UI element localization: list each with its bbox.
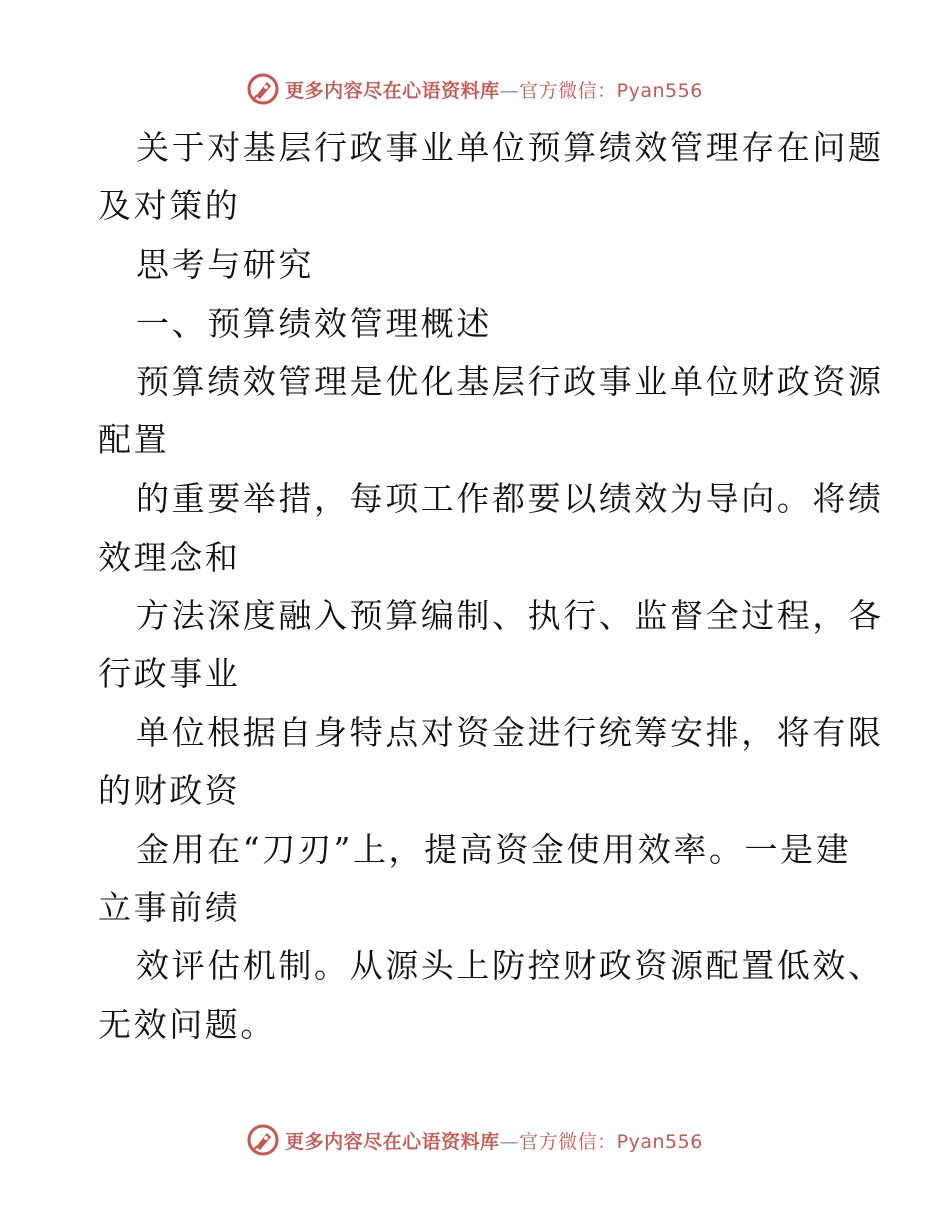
watermark-contact-text: 官方微信：Pyan556 bbox=[519, 1130, 703, 1153]
paragraph-line: 效理念和 bbox=[98, 538, 241, 577]
header-watermark bbox=[0, 72, 950, 106]
pen-nib-logo-icon bbox=[247, 73, 279, 105]
doc-title-line-3: 思考与研究 bbox=[136, 245, 314, 284]
paragraph-line: 单位根据自身特点对资金进行统筹安排，将有限 bbox=[136, 713, 884, 752]
paragraph-line: 效评估机制。从源头上防控财政资源配置低效、 bbox=[136, 946, 884, 985]
pen-nib-logo-icon bbox=[247, 1124, 279, 1156]
doc-title-line-1: 关于对基层行政事业单位预算绩效管理存在问题 bbox=[136, 128, 884, 167]
paragraph-line: 立事前绩 bbox=[98, 888, 241, 927]
paragraph-line: 的重要举措，每项工作都要以绩效为导向。将绩 bbox=[136, 479, 884, 518]
footer-watermark bbox=[0, 1123, 950, 1157]
doc-title-line-2: 及对策的 bbox=[98, 186, 241, 225]
paragraph-line: 预算绩效管理是优化基层行政事业单位财政资源 bbox=[136, 362, 884, 401]
watermark-site-text: 更多内容尽在心语资料库 bbox=[285, 1130, 500, 1153]
watermark-separator: — bbox=[499, 79, 520, 102]
section-heading: 一、预算绩效管理概述 bbox=[136, 304, 492, 343]
paragraph-line: 金用在“刀刃”上，提高资金使用效率。一是建 bbox=[136, 830, 852, 869]
paragraph-line: 无效问题。 bbox=[98, 1005, 276, 1044]
paragraph-line: 的财政资 bbox=[98, 771, 241, 810]
watermark-separator: — bbox=[499, 1130, 520, 1153]
watermark-site-text: 更多内容尽在心语资料库 bbox=[285, 79, 500, 102]
watermark-contact-text: 官方微信：Pyan556 bbox=[519, 79, 703, 102]
paragraph-line: 行政事业 bbox=[98, 654, 241, 693]
paragraph-line: 方法深度融入预算编制、执行、监督全过程，各 bbox=[136, 596, 884, 635]
paragraph-line: 配置 bbox=[98, 420, 170, 459]
